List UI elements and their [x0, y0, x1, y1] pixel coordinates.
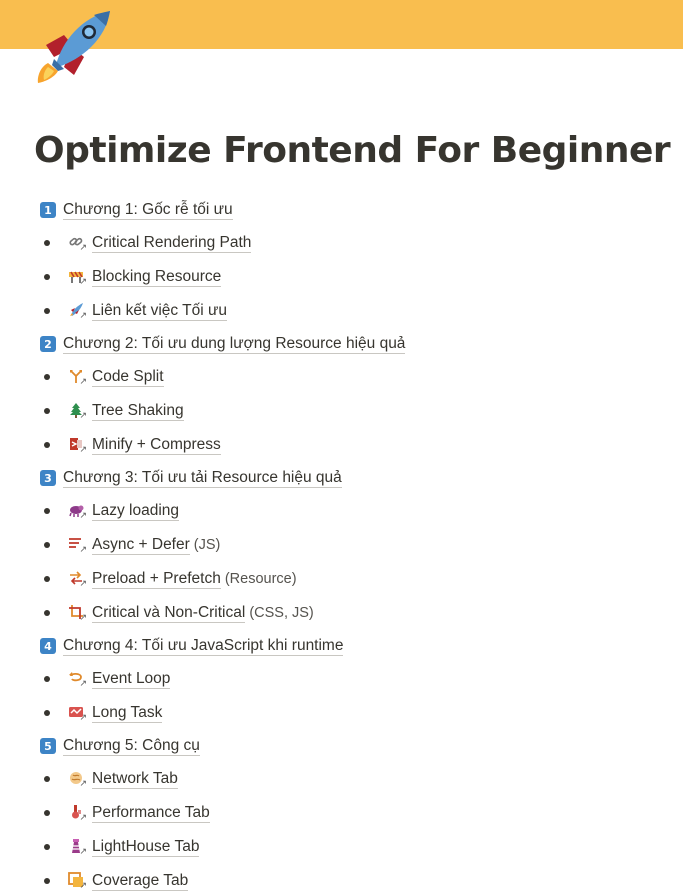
bullet-dot	[44, 508, 50, 514]
chapter-heading[interactable]	[40, 198, 233, 222]
bullet-dot	[44, 408, 50, 414]
keycap-number-icon: 2	[40, 336, 56, 352]
bullet-dot	[44, 776, 50, 782]
bullet-dot	[44, 844, 50, 850]
list-item[interactable]	[38, 265, 225, 289]
chapter-label[interactable]: Chương 1: Gốc rễ tối ưu	[63, 200, 233, 218]
chapter-label[interactable]: Chương 3: Tối ưu tải Resource hiệu quả	[63, 468, 342, 486]
list-item[interactable]	[38, 601, 314, 625]
keycap-number-icon: 4	[40, 638, 56, 654]
list-item[interactable]	[38, 767, 182, 791]
page-link[interactable]: Network Tab	[92, 769, 178, 787]
bullet-dot	[44, 374, 50, 380]
list-item[interactable]	[38, 499, 183, 523]
list-item[interactable]	[38, 299, 231, 323]
bullet-dot	[44, 274, 50, 280]
page-title: Optimize Frontend For Beginner	[34, 130, 671, 171]
page-link[interactable]: Critical và Non-Critical	[92, 603, 246, 621]
bullet-dot	[44, 576, 50, 582]
rocket-icon: ↗	[68, 302, 85, 320]
bullet-dot	[44, 878, 50, 884]
swap-arrows-icon: ↗	[68, 570, 85, 588]
keycap-number-icon: 1	[40, 202, 56, 218]
page-link[interactable]: Minify + Compress	[92, 435, 221, 453]
bullet-dot	[44, 610, 50, 616]
lighthouse-icon: ↗	[68, 838, 85, 856]
list-item[interactable]	[38, 533, 220, 557]
page-link[interactable]: Code Split	[92, 367, 164, 385]
list-item[interactable]	[38, 667, 174, 691]
chain-link-icon: ↗	[68, 234, 85, 252]
page-link[interactable]: Lazy loading	[92, 501, 180, 519]
page-link[interactable]: Blocking Resource	[92, 267, 222, 285]
page-link[interactable]: Critical Rendering Path	[92, 233, 252, 251]
page-link[interactable]: Event Loop	[92, 669, 171, 687]
chapter-heading[interactable]	[40, 332, 405, 356]
task-card-icon: ↗	[68, 704, 85, 722]
network-brain-icon: ↗	[68, 770, 85, 788]
page-link[interactable]: LightHouse Tab	[92, 837, 200, 855]
tree-icon: ↗	[68, 402, 85, 420]
list-item[interactable]	[38, 433, 225, 457]
page-link[interactable]: Tree Shaking	[92, 401, 184, 419]
list-item[interactable]	[38, 801, 214, 825]
page-link[interactable]: Async + Defer	[92, 535, 190, 553]
chapter-heading[interactable]	[40, 466, 342, 490]
chapter-label[interactable]: Chương 2: Tối ưu dung lượng Resource hiệu quả	[63, 334, 406, 352]
list-item[interactable]	[38, 365, 168, 389]
page-link[interactable]: Coverage Tab	[92, 871, 189, 889]
page-link[interactable]: Liên kết việc Tối ưu	[92, 301, 228, 319]
performance-icon: ↗	[68, 804, 85, 822]
sloth-icon: ↗	[68, 502, 85, 520]
list-item[interactable]	[38, 231, 255, 255]
link-note: (Resource)	[224, 571, 297, 587]
list-item[interactable]	[38, 835, 203, 859]
bullet-dot	[44, 676, 50, 682]
keycap-number-icon: 3	[40, 470, 56, 486]
coverage-icon: ↗	[68, 872, 85, 890]
bullet-dot	[44, 308, 50, 314]
chapter-heading[interactable]	[40, 634, 343, 658]
split-arrows-icon: ↗	[68, 368, 85, 386]
crop-icon: ↗	[68, 604, 85, 622]
list-item[interactable]	[38, 399, 188, 423]
chapter-heading[interactable]	[40, 734, 200, 758]
page-link[interactable]: Long Task	[92, 703, 163, 721]
list-item[interactable]	[38, 701, 166, 725]
list-item[interactable]	[38, 869, 192, 893]
chapter-label[interactable]: Chương 4: Tối ưu JavaScript khi runtime	[63, 636, 344, 654]
loop-arrow-icon: ↗	[68, 670, 85, 688]
bullet-dot	[44, 442, 50, 448]
link-note: (JS)	[193, 537, 221, 553]
list-item[interactable]	[38, 567, 297, 591]
chapter-label[interactable]: Chương 5: Công cụ	[63, 736, 200, 754]
page-link[interactable]: Performance Tab	[92, 803, 210, 821]
link-note: (CSS, JS)	[249, 605, 314, 621]
bullet-dot	[44, 710, 50, 716]
compress-icon: ↗	[68, 436, 85, 454]
keycap-number-icon: 5	[40, 738, 56, 754]
bullet-dot	[44, 240, 50, 246]
lines-icon: ↗	[68, 536, 85, 554]
construction-barrier-icon: ↗	[68, 268, 85, 286]
rocket-icon[interactable]	[34, 5, 116, 87]
page-link[interactable]: Preload + Prefetch	[92, 569, 221, 587]
bullet-dot	[44, 542, 50, 548]
bullet-dot	[44, 810, 50, 816]
